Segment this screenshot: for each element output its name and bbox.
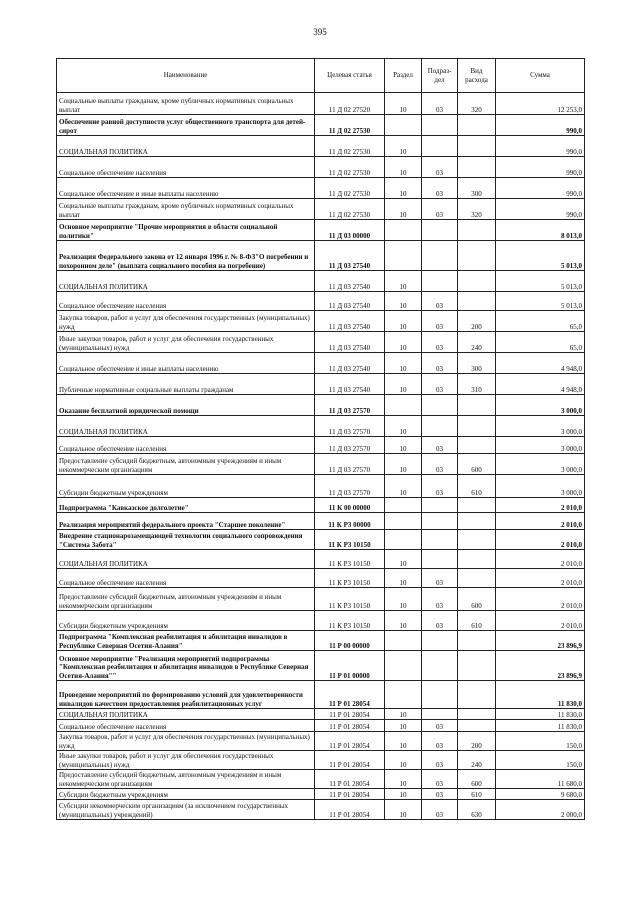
cell-subsection: [422, 513, 458, 530]
cell-type: [458, 550, 496, 569]
cell-section: 10: [385, 751, 422, 770]
table-row: [57, 178, 585, 199]
table-row: [57, 651, 585, 681]
cell-code: 11 Д 03 27540: [315, 374, 385, 395]
cell-section: [385, 115, 422, 136]
cell-sum: 990,0: [496, 115, 585, 136]
table-row: [57, 157, 585, 178]
cell-type: [458, 395, 496, 416]
cell-sum: 8 013,0: [496, 220, 585, 241]
cell-subsection: 03: [422, 475, 458, 498]
cell-section: [385, 498, 422, 513]
cell-sum: 65,0: [496, 311, 585, 332]
table-row: [57, 709, 585, 720]
cell-type: 600: [458, 588, 496, 611]
cell-name: Предоставление субсидий бюджетным, автономным учреждениям и иным некоммерческим организациям: [57, 770, 315, 789]
cell-code: 11 Р 00 00000: [315, 631, 385, 651]
cell-type: 630: [458, 800, 496, 820]
cell-name: Социальное обеспечение населения: [57, 292, 315, 311]
cell-name: Социальное обеспечение населения: [57, 720, 315, 732]
cell-code: 11 Д 02 27530: [315, 115, 385, 136]
cell-type: [458, 136, 496, 157]
cell-name: Социальное обеспечение населения: [57, 157, 315, 178]
cell-type: [458, 569, 496, 588]
cell-code: 11 Д 03 27540: [315, 311, 385, 332]
cell-code: 11 Д 03 27570: [315, 475, 385, 498]
cell-subsection: [422, 416, 458, 437]
cell-code: 11 Д 03 27540: [315, 292, 385, 311]
cell-type: 610: [458, 789, 496, 800]
cell-type: [458, 720, 496, 732]
cell-sum: 23 896,9: [496, 631, 585, 651]
header-code: Целевая статья: [315, 59, 385, 93]
cell-subsection: [422, 136, 458, 157]
cell-sum: 3 000,0: [496, 437, 585, 454]
cell-type: 600: [458, 454, 496, 475]
cell-type: 300: [458, 353, 496, 374]
cell-type: [458, 220, 496, 241]
cell-section: 10: [385, 437, 422, 454]
cell-name: Предоставление субсидий бюджетным, автономным учреждениям и иным некоммерческим организациям: [57, 454, 315, 475]
table-row: [57, 569, 585, 588]
cell-code: 11 Д 03 27540: [315, 353, 385, 374]
cell-sum: 2 010,0: [496, 569, 585, 588]
cell-code: 11 Р 01 28054: [315, 800, 385, 820]
cell-sum: 2 010,0: [496, 498, 585, 513]
table-header-row: [57, 59, 585, 93]
cell-section: 10: [385, 720, 422, 732]
cell-name: Закупка товаров, работ и услуг для обеспечения государственных (муниципальных) нужд: [57, 311, 315, 332]
cell-subsection: 03: [422, 353, 458, 374]
cell-type: [458, 437, 496, 454]
cell-section: 10: [385, 454, 422, 475]
cell-code: 11 Д 03 27570: [315, 395, 385, 416]
cell-code: 11 Р 01 28054: [315, 720, 385, 732]
cell-name: СОЦИАЛЬНАЯ ПОЛИТИКА: [57, 136, 315, 157]
cell-type: 310: [458, 374, 496, 395]
cell-sum: 2 010,0: [496, 513, 585, 530]
cell-section: 10: [385, 709, 422, 720]
cell-name: Социальное обеспечение и иные выплаты населению: [57, 353, 315, 374]
cell-subsection: 03: [422, 199, 458, 220]
cell-type: 240: [458, 332, 496, 353]
header-sum: Сумма: [496, 59, 585, 93]
page-number: 395: [313, 27, 327, 37]
cell-type: [458, 292, 496, 311]
cell-name: Реализация Федерального закона от 12 января 1996 г. № 8-ФЗ"О погребении и похоронном деле" (выплата социального пособия на погребение): [57, 241, 315, 271]
cell-section: 10: [385, 770, 422, 789]
cell-section: 10: [385, 789, 422, 800]
cell-section: 10: [385, 475, 422, 498]
cell-name: Социальное обеспечение населения: [57, 437, 315, 454]
table-row: [57, 498, 585, 513]
cell-name: Субсидии бюджетным учреждениям: [57, 789, 315, 800]
table-row: [57, 789, 585, 800]
cell-subsection: 03: [422, 789, 458, 800]
header-subsection: Подраз-дел: [422, 59, 458, 93]
cell-name: Публичные нормативные социальные выплаты гражданам: [57, 374, 315, 395]
table-row: [57, 353, 585, 374]
cell-section: 10: [385, 800, 422, 820]
cell-sum: 2 010,0: [496, 611, 585, 631]
cell-sum: 2 000,0: [496, 800, 585, 820]
table-row: [57, 241, 585, 271]
cell-section: 10: [385, 199, 422, 220]
cell-subsection: 03: [422, 569, 458, 588]
cell-sum: 990,0: [496, 157, 585, 178]
cell-sum: 23 896,9: [496, 651, 585, 681]
cell-sum: 5 013,0: [496, 271, 585, 292]
table-row: [57, 588, 585, 611]
cell-code: 11 Р 01 28054: [315, 789, 385, 800]
table-row: [57, 395, 585, 416]
cell-name: Закупка товаров, работ и услуг для обеспечения государственных (муниципальных) нужд: [57, 732, 315, 751]
cell-section: [385, 631, 422, 651]
cell-sum: 150,0: [496, 732, 585, 751]
cell-subsection: 03: [422, 437, 458, 454]
cell-subsection: 03: [422, 800, 458, 820]
cell-name: Субсидии некоммерческим организациям (за исключением государственных (муниципальных) учреждений): [57, 800, 315, 820]
cell-sum: 5 013,0: [496, 292, 585, 311]
table-row: [57, 732, 585, 751]
cell-code: 11 Д 03 27540: [315, 241, 385, 271]
cell-type: 610: [458, 611, 496, 631]
cell-type: [458, 498, 496, 513]
budget-table: [56, 58, 585, 820]
cell-name: СОЦИАЛЬНАЯ ПОЛИТИКА: [57, 709, 315, 720]
cell-sum: 4 948,0: [496, 353, 585, 374]
cell-sum: 3 000,0: [496, 395, 585, 416]
cell-type: [458, 513, 496, 530]
cell-code: 11 Р 01 28054: [315, 751, 385, 770]
table-row: [57, 454, 585, 475]
cell-type: 200: [458, 732, 496, 751]
cell-name: СОЦИАЛЬНАЯ ПОЛИТИКА: [57, 550, 315, 569]
cell-sum: 3 000,0: [496, 475, 585, 498]
table-row: [57, 332, 585, 353]
cell-name: Предоставление субсидий бюджетным, автономным учреждениям и иным некоммерческим организациям: [57, 588, 315, 611]
table-row: [57, 136, 585, 157]
cell-type: 320: [458, 199, 496, 220]
cell-sum: 150,0: [496, 751, 585, 770]
cell-sum: 11 830,0: [496, 709, 585, 720]
cell-section: [385, 530, 422, 550]
cell-code: 11 Д 02 27530: [315, 136, 385, 157]
cell-subsection: 03: [422, 292, 458, 311]
cell-type: 610: [458, 475, 496, 498]
cell-section: 10: [385, 374, 422, 395]
cell-name: Субсидии бюджетным учреждениям: [57, 475, 315, 498]
cell-name: Внедрение стационарозамещающей технологии социального сопровождения "Система Забота": [57, 530, 315, 550]
table-row: [57, 681, 585, 709]
cell-name: Подпрограмма "Комплексная реабилитация и абилитация инвалидов в Республике Северная Осетия-Алания": [57, 631, 315, 651]
cell-type: [458, 530, 496, 550]
cell-section: [385, 681, 422, 709]
table-row: [57, 751, 585, 770]
cell-sum: 3 000,0: [496, 454, 585, 475]
cell-type: [458, 241, 496, 271]
cell-sum: 2 010,0: [496, 550, 585, 569]
cell-subsection: [422, 395, 458, 416]
cell-code: 11 К Р3 00000: [315, 513, 385, 530]
cell-subsection: 03: [422, 732, 458, 751]
cell-subsection: [422, 550, 458, 569]
table-row: [57, 311, 585, 332]
cell-sum: 9 680,0: [496, 789, 585, 800]
table-row: [57, 271, 585, 292]
cell-section: [385, 513, 422, 530]
cell-section: 10: [385, 311, 422, 332]
table-row: [57, 416, 585, 437]
cell-code: 11 Д 03 27570: [315, 454, 385, 475]
cell-name: Иные закупки товаров, работ и услуг для обеспечения государственных (муниципальных) нужд: [57, 332, 315, 353]
cell-code: 11 Д 03 27570: [315, 416, 385, 437]
cell-subsection: [422, 241, 458, 271]
cell-subsection: [422, 220, 458, 241]
cell-section: 10: [385, 271, 422, 292]
cell-subsection: 03: [422, 374, 458, 395]
table-row: [57, 93, 585, 115]
cell-section: [385, 395, 422, 416]
table-row: [57, 115, 585, 136]
cell-subsection: [422, 115, 458, 136]
cell-name: Основное мероприятие "Прочие мероприятия в области социальной политики": [57, 220, 315, 241]
header-name: Наименование: [57, 59, 315, 93]
cell-name: Подпрограмма "Кавказское долголетие": [57, 498, 315, 513]
cell-name: Субсидии бюджетным учреждениям: [57, 611, 315, 631]
cell-sum: 12 253,0: [496, 93, 585, 115]
cell-code: 11 Р 01 28054: [315, 770, 385, 789]
cell-sum: 990,0: [496, 199, 585, 220]
cell-code: 11 К Р3 10150: [315, 550, 385, 569]
cell-section: 10: [385, 569, 422, 588]
cell-code: 11 Р 01 28054: [315, 732, 385, 751]
cell-sum: 11 830,0: [496, 681, 585, 709]
table-row: [57, 800, 585, 820]
cell-type: [458, 681, 496, 709]
cell-code: 11 К Р3 10150: [315, 611, 385, 631]
cell-type: [458, 157, 496, 178]
cell-name: Оказание бесплатной юридической помощи: [57, 395, 315, 416]
cell-name: Реализация мероприятий федерального проекта "Старшее поколение": [57, 513, 315, 530]
cell-name: Социальные выплаты гражданам, кроме публичных нормативных социальных выплат: [57, 199, 315, 220]
cell-code: 11 Д 03 00000: [315, 220, 385, 241]
cell-code: 11 К Р3 10150: [315, 569, 385, 588]
cell-sum: 4 948,0: [496, 374, 585, 395]
table-row: [57, 292, 585, 311]
table-row: [57, 199, 585, 220]
cell-code: 11 К Р3 10150: [315, 588, 385, 611]
cell-subsection: 03: [422, 454, 458, 475]
cell-sum: 3 000,0: [496, 416, 585, 437]
table-row: [57, 631, 585, 651]
cell-code: 11 Д 02 27530: [315, 157, 385, 178]
cell-subsection: 03: [422, 311, 458, 332]
cell-section: 10: [385, 416, 422, 437]
cell-name: Социальное обеспечение населения: [57, 569, 315, 588]
cell-code: 11 Д 02 27530: [315, 199, 385, 220]
cell-section: 10: [385, 353, 422, 374]
cell-type: 600: [458, 770, 496, 789]
cell-subsection: 03: [422, 751, 458, 770]
cell-name: СОЦИАЛЬНАЯ ПОЛИТИКА: [57, 416, 315, 437]
cell-subsection: 03: [422, 93, 458, 115]
table-row: [57, 770, 585, 789]
cell-subsection: [422, 530, 458, 550]
table-row: [57, 720, 585, 732]
cell-type: 320: [458, 93, 496, 115]
cell-type: 240: [458, 751, 496, 770]
cell-subsection: [422, 651, 458, 681]
cell-subsection: 03: [422, 588, 458, 611]
cell-name: СОЦИАЛЬНАЯ ПОЛИТИКА: [57, 271, 315, 292]
cell-subsection: [422, 681, 458, 709]
table-row: [57, 437, 585, 454]
cell-subsection: 03: [422, 178, 458, 199]
cell-code: 11 Д 02 27520: [315, 93, 385, 115]
cell-sum: 990,0: [496, 178, 585, 199]
cell-section: [385, 220, 422, 241]
cell-name: Социальные выплаты гражданам, кроме публичных нормативных социальных выплат: [57, 93, 315, 115]
cell-name: Социальное обеспечение и иные выплаты населению: [57, 178, 315, 199]
cell-type: [458, 115, 496, 136]
cell-type: 200: [458, 311, 496, 332]
cell-section: 10: [385, 93, 422, 115]
cell-sum: 990,0: [496, 136, 585, 157]
cell-type: [458, 271, 496, 292]
cell-subsection: 03: [422, 770, 458, 789]
cell-subsection: 03: [422, 157, 458, 178]
cell-subsection: [422, 498, 458, 513]
cell-subsection: 03: [422, 611, 458, 631]
cell-code: 11 Д 03 27570: [315, 437, 385, 454]
cell-subsection: [422, 631, 458, 651]
cell-subsection: 03: [422, 332, 458, 353]
cell-name: Основное мероприятие "Реализация мероприятий подпрограммы "Комплексная реабилитация и абилитация инвалидов в Республике Северная Осетия-Алания"": [57, 651, 315, 681]
cell-sum: 11 680,0: [496, 770, 585, 789]
header-type: Вид расхода: [458, 59, 496, 93]
cell-type: [458, 651, 496, 681]
cell-code: 11 Д 03 27540: [315, 332, 385, 353]
cell-section: 10: [385, 292, 422, 311]
cell-section: 10: [385, 611, 422, 631]
cell-name: Обеспечение равной доступности услуг общественного транспорта для детей-сирот: [57, 115, 315, 136]
cell-code: 11 К 00 00000: [315, 498, 385, 513]
cell-section: [385, 651, 422, 681]
cell-section: 10: [385, 157, 422, 178]
cell-section: 10: [385, 136, 422, 157]
cell-type: [458, 416, 496, 437]
cell-subsection: [422, 709, 458, 720]
table-row: [57, 530, 585, 550]
cell-subsection: 03: [422, 720, 458, 732]
cell-section: 10: [385, 588, 422, 611]
table-row: [57, 475, 585, 498]
cell-type: [458, 631, 496, 651]
cell-sum: 5 013,0: [496, 241, 585, 271]
cell-code: 11 Р 01 28054: [315, 709, 385, 720]
cell-type: 300: [458, 178, 496, 199]
cell-section: 10: [385, 332, 422, 353]
table-row: [57, 550, 585, 569]
cell-type: [458, 709, 496, 720]
header-section: Раздел: [385, 59, 422, 93]
table-row: [57, 374, 585, 395]
cell-section: 10: [385, 550, 422, 569]
cell-code: 11 Р 01 28054: [315, 681, 385, 709]
table-row: [57, 513, 585, 530]
cell-subsection: [422, 271, 458, 292]
table-row: [57, 611, 585, 631]
cell-code: 11 Д 03 27540: [315, 271, 385, 292]
cell-section: [385, 241, 422, 271]
cell-sum: 65,0: [496, 332, 585, 353]
cell-name: Иные закупки товаров, работ и услуг для обеспечения государственных (муниципальных) нужд: [57, 751, 315, 770]
cell-section: 10: [385, 178, 422, 199]
cell-code: 11 Д 02 27530: [315, 178, 385, 199]
cell-section: 10: [385, 732, 422, 751]
cell-code: 11 К Р3 10150: [315, 530, 385, 550]
cell-name: Проведение мероприятий по формированию условий для удовлетворенности инвалидов качеством предоставления реабилитационных услуг: [57, 681, 315, 709]
cell-sum: 2 010,0: [496, 530, 585, 550]
table-row: [57, 220, 585, 241]
cell-sum: 2 010,0: [496, 588, 585, 611]
cell-sum: 11 830,0: [496, 720, 585, 732]
cell-code: 11 Р 01 00000: [315, 651, 385, 681]
